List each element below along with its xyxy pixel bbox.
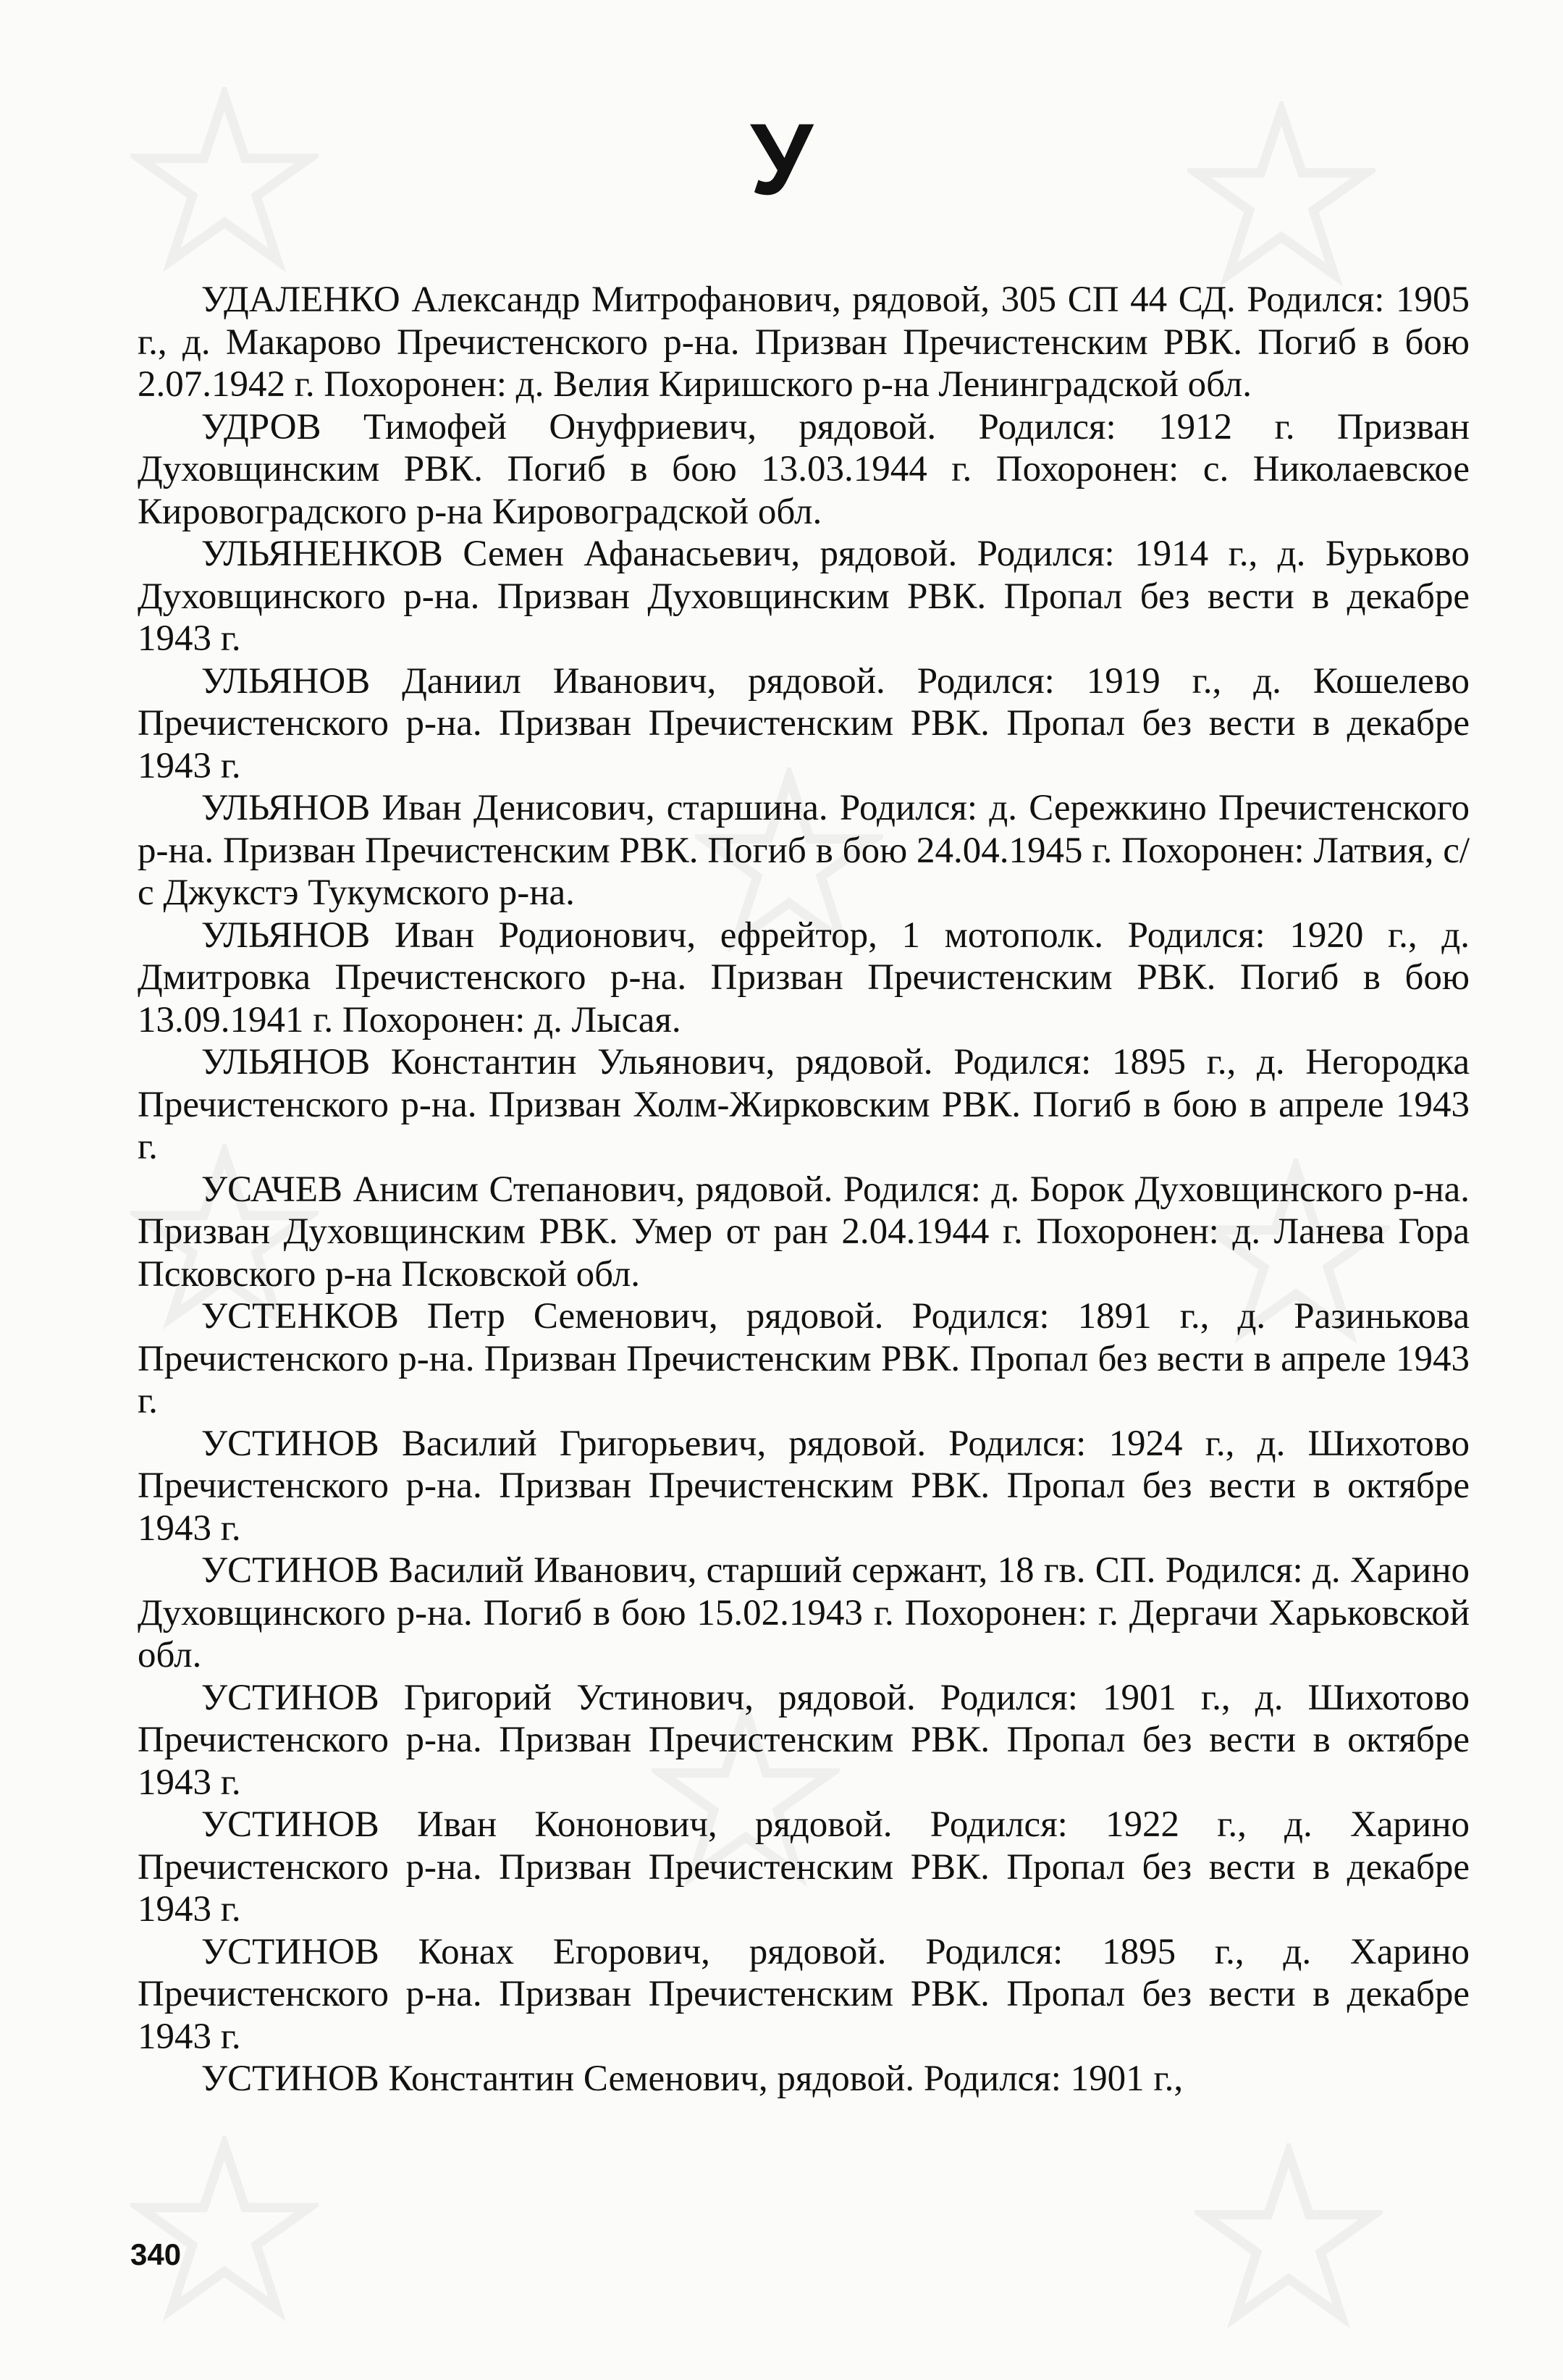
list-item: УСТИНОВ Константин Семенович, рядовой. Родился: 1901 г.,: [201, 2059, 1184, 2099]
list-item: УСТИНОВ Василий Иванович, старший сержант, 18 гв. СП. Родился: д. Харино Духовщинского р-на. Погиб в бою 15.02.1943 г. Похоронен: г. Дергачи Харьковской обл.: [138, 1550, 1470, 1675]
section-letter: У: [749, 102, 814, 216]
star-watermark-icon: [130, 2136, 319, 2324]
list-item: УЛЬЯНОВ Иван Родионович, ефрейтор, 1 мотополк. Родился: 1920 г., д. Дмитровка Пречистенского р-на. Призван Пречистенским РВК. Погиб в бою 13.09.1941 г. Похоронен: д. Лысая.: [138, 914, 1470, 1040]
list-item: УДАЛЕНКО Александр Митрофанович, рядовой, 305 СП 44 СД. Родился: 1905 г., д. Макарово Пречистенского р-на. Призван Пречистенским РВК. Погиб в бою 2.07.1942 г. Похоронен: д. Велия Киришского р-на Ленинградской обл.: [138, 279, 1470, 405]
list-item: УСТИНОВ Иван Кононович, рядовой. Родился: 1922 г., д. Харино Пречистенского р-на. Призван Пречистенским РВК. Пропал без вести в декабре 1943 г.: [138, 1804, 1470, 1930]
list-item: УСТИНОВ Василий Григорьевич, рядовой. Родился: 1924 г., д. Шихотово Пречистенского р-на. Призван Пречистенским РВК. Пропал без вести в октябре 1943 г.: [138, 1423, 1470, 1549]
list-item: УСТЕНКОВ Петр Семенович, рядовой. Родился: 1891 г., д. Разинькова Пречистенского р-на. Призван Пречистенским РВК. Пропал без вести в апреле 1943 г.: [138, 1296, 1470, 1421]
list-item: УЛЬЯНОВ Константин Ульянович, рядовой. Родился: 1895 г., д. Негородка Пречистенского р-на. Призван Холм-Жирковским РВК. Погиб в бою в апреле 1943 г.: [138, 1042, 1470, 1167]
entry-list: [138, 279, 1470, 2101]
list-item: УДРОВ Тимофей Онуфриевич, рядовой. Родился: 1912 г. Призван Духовщинским РВК. Погиб в бою 13.03.1944 г. Похоронен: с. Николаевское Кировоградского р-на Кировоградской обл.: [138, 406, 1470, 532]
list-item: УСТИНОВ Конах Егорович, рядовой. Родился: 1895 г., д. Харино Пречистенского р-на. Призван Пречистенским РВК. Пропал без вести в декабре 1943 г.: [138, 1931, 1470, 2057]
list-item: УСТИНОВ Григорий Устинович, рядовой. Родился: 1901 г., д. Шихотово Пречистенского р-на. Призван Пречистенским РВК. Пропал без вести в октябре 1943 г.: [138, 1677, 1470, 1803]
list-item: УЛЬЯНОВ Даниил Иванович, рядовой. Родился: 1919 г., д. Кошелево Пречистенского р-на. Призван Пречистенским РВК. Пропал без вести в декабре 1943 г.: [138, 660, 1470, 786]
page-number: 340: [130, 2237, 182, 2271]
list-item: УСАЧЕВ Анисим Степанович, рядовой. Родился: д. Борок Духовщинского р-на. Призван Духовщинским РВК. Умер от ран 2.04.1944 г. Похоронен: д. Ланева Гора Псковского р-на Псковской обл.: [138, 1169, 1470, 1295]
list-item: УЛЬЯНОВ Иван Денисович, старшина. Родился: д. Сережкино Пречистенского р-на. Призван Пречистенским РВК. Погиб в бою 24.04.1945 г. Похоронен: Латвия, с/с Джукстэ Тукумского р-на.: [138, 788, 1470, 913]
star-watermark-icon: [1195, 2143, 1383, 2331]
list-item: УЛЬЯНЕНКОВ Семен Афанасьевич, рядовой. Родился: 1914 г., д. Бурьково Духовщинского р-на. Призван Духовщинским РВК. Пропал без вести в декабре 1943 г.: [138, 534, 1470, 659]
